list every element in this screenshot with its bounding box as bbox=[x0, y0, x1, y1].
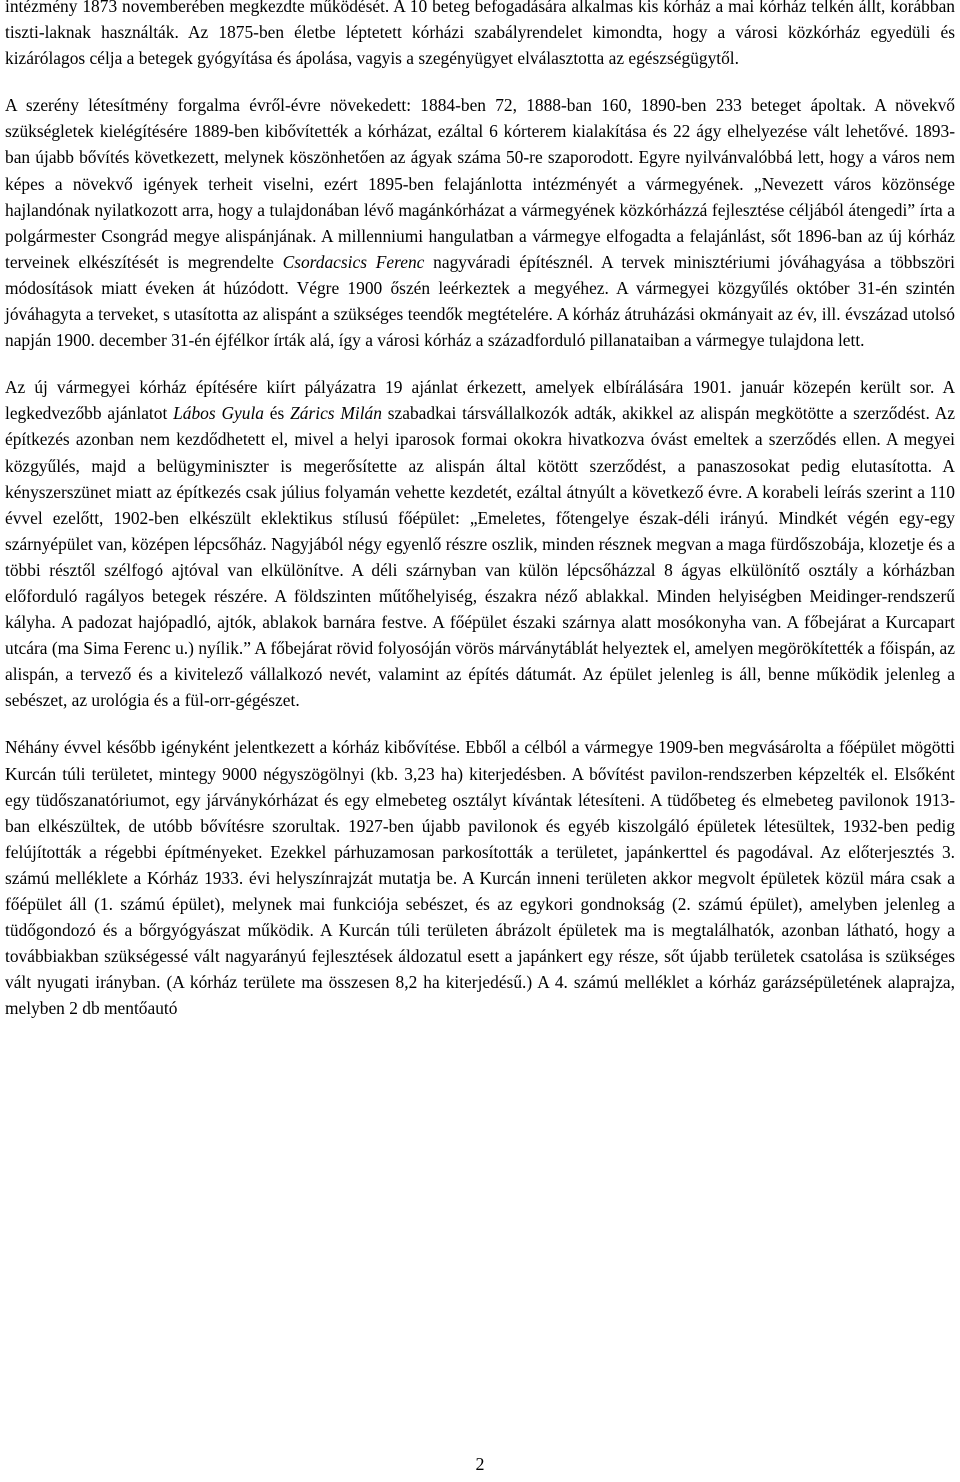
text-run: szabadkai társvállalkozók adták, akikkel az alispán megkötötte a szerződést. Az építkezés azonban nem kezdődhetett el, mivel a helyi iparosok formai okokra hivatkozva óvást emeltek a szerződés ellen. A megyei közgyűlés, majd a belügyminiszter is megerősítette az alispán által kötött szerződést, a panaszosokat pedig elutasította. A kényszerszünet miatt az építkezés csak július folyamán vehette kezdetét, ezáltal átnyúlt a következő évre. A korabeli leírás szerint a 110 évvel ezelőtt, 1902-ben elkészült eklektikus stílusú főépület: „Emeletes, főtengelye észak-déli irányú. Mindkét végén egy-egy szárnyépület van, középen lépcsőház. Nagyjából négy egyenlő részre oszlik, minden résznek megvan a maga fürdőszobája, klozetje és a többi résztől szélfogó ajtóval van elkülönítve. A déli szárnyban van külön lépcsőházzal 8 ágyas elkülönítő osztály a kórházban előforduló ragályos betegek részére. A földszinten műtőhelyiség, északra néző ablakkal. Minden helyiségben Meidinger-rendszerű kályha. A padozat hajópadló, ajtók, ablakok barnára festve. A főépület északi szárnya alatt mosókonyha van. A főbejárat a Kurcapart utcára (ma Sima Ferenc u.) nyílik.” A főbejárat rövid folyosóján vörös márványtáblát helyeztek el, amelyen megörökítették a főispán, az alispán, a tervező és a kivitelező vállalkozó nevét, valamint az építés dátumát. Az épület jelenleg is áll, benne működik jelenleg a sebészet, az urológia és a fül-orr-gégészet. bbox=[5, 403, 955, 711]
text-run: intézmény 1873 novemberében megkezdte működését. A 10 beteg befogadására alkalmas kis kórház a mai kórház telkén állt, korábban tiszti-laknak használták. Az 1875-ben életbe léptetett kórházi szabályrendelet kimondta, hogy a városi közkórház egyedüli és kizárólagos célja a betegek gyógyítása és ápolása, vagyis a szegényügyet elválasztotta az egészségügytől. bbox=[5, 0, 955, 69]
page-number: 2 bbox=[475, 1454, 485, 1474]
paragraph-3 bbox=[5, 374, 955, 713]
text-run: Néhány évvel később igényként jelentkezett a kórház kibővítése. Ebből a célból a vármegye 1909-ben megvásárolta a főépület mögötti Kurcán túli területet, mintegy 9000 négyszögölnyi (kb. 3,23 ha) kiterjedésben. A bővítést pavilon-rendszerben képzelték el. Elsőként egy tüdőszanatóriumot, egy járványkórházat és egy elmebeteg osztályt kívántak létesíteni. A tüdőbeteg és elmebeteg pavilonok 1913-ban elkészültek, de utóbb bővítésre szorultak. 1927-ben újabb pavilonok és egyéb kiszolgáló épületek létesültek, 1932-ben pedig felújították a régebbi építményeket. Ezekkel párhuzamosan parkosították a területet, japánkerttel és pagodával. Az előterjesztés 3. számú melléklete a Kórház 1933. évi helyszínrajzát mutatja be. A Kurcán inneni területen akkor megvolt épületek közül mára csak a főépület áll (1. számú épület), melynek mai funkciója sebészet, és az egykori gondnokság (2. számú épület), amelyben jelenleg a tüdőgondozó és a bőrgyógyászat működik. A Kurcán túli területen ábrázolt épületek ma is megtalálhatók, azonban látható, hogy a továbbiakban szükségessé vált nagyarányú fejlesztések áldozatul esett a japánkert egy része, sőt újabb területek csatolása is szükséges vált nyugati irányban. (A kórház területe ma összesen 8,2 ha kiterjedésű.) A 4. számú melléklet a kórház garázsépületének alaprajza, melyben 2 db mentőautó bbox=[5, 737, 955, 1019]
paragraph-4 bbox=[5, 734, 955, 1021]
italic-name: Lábos Gyula bbox=[173, 403, 264, 424]
text-run: és bbox=[263, 403, 291, 424]
text-run: A szerény létesítmény forgalma évről-évre növekedett: 1884-ben 72, 1888-ban 160, 1890-ben 233 beteget ápoltak. A növekvő szükségletek kielégítésére 1889-ben kibővítették a kórházat, ezáltal 6 kórterem kialakítása és 22 ágy elhelyezése vált lehetővé. 1893-ban újabb bővítés következett, melynek köszönhetően az ágyak száma 50-re szaporodott. Egyre nyilvánvalóbbá lett, hogy a város nem képes a növekvő igények terheit viselni, ezért 1895-ben felajánlotta intézményét a vármegyének. „Nevezett város közönsége hajlandónak nyilatkozott arra, hogy a tulajdonában lévő magánkórházat a vármegyének közkórházzá fejlesztése céljából átengedi” írta a polgármester Csongrád megye alispánjának. A millenniumi hangulatban a vármegye elfogadta a felajánlást, sőt 1896-ban az új kórház terveinek elkészítését is megrendelte bbox=[5, 95, 955, 272]
text-run: Az új vármegyei kórház építésére kiírt pályázatra 19 ajánlat érkezett, amelyek elbírálására 1901. január közepén került sor. A legkedvezőbb ajánlatot bbox=[5, 377, 955, 424]
text-run: nagyváradi építésznél. A tervek minisztériumi jóváhagyása a többszöri módosítások miatt éveken át húzódott. Végre 1900 őszén leérkeztek a megyéhez. A vármegyei közgyűlés október 31-én szintén jóváhagyta a terveket, s utasította az alispánt a szükséges teendők megtételére. A kórház átruházási okmányait az év, ill. évszázad utolsó napján 1900. december 31-én éjfélkor írták alá, így a városi kórház a századforduló pillanataiban a vármegye tulajdona lett. bbox=[5, 251, 955, 351]
italic-name: Csordacsics Ferenc bbox=[282, 251, 425, 272]
paragraph-1 bbox=[5, 0, 955, 71]
paragraph-2 bbox=[5, 92, 955, 353]
italic-name: Zárics Milán bbox=[290, 403, 382, 424]
